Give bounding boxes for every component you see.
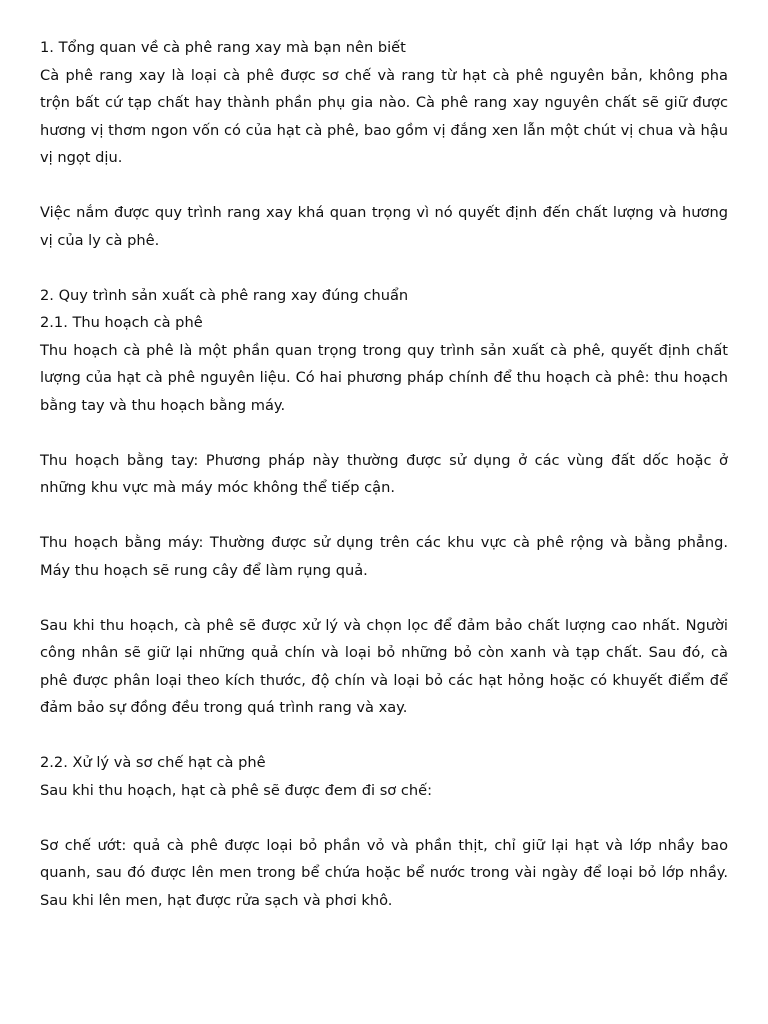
- section-heading-process: 2. Quy trình sản xuất cà phê rang xay đúng chuẩn: [40, 286, 409, 304]
- paragraph-spacer: [40, 254, 728, 282]
- paragraph-wet-processing: Sơ chế ướt: quả cà phê được loại bỏ phần vỏ và phần thịt, chỉ giữ lại hạt và lớp nhầy bao quanh, sau đó được lên men trong bể chứa hoặc bể nước trong vài ngày để loại bỏ lớp nhầy. Sau khi lên men, hạt được rửa sạch và phơi khô.: [40, 836, 728, 909]
- paragraph-machine-harvest: Thu hoạch bằng máy: Thường được sử dụng trên các khu vực cà phê rộng và bằng phẳng. Máy thu hoạch sẽ rung cây để làm rụng quả.: [40, 534, 728, 579]
- paragraph-sorting: Sau khi thu hoạch, cà phê sẽ được xử lý và chọn lọc để đảm bảo chất lượng cao nhất. Người công nhân sẽ giữ lại những quả chín và loại bỏ những bỏ còn xanh và tạp chất. Sau đó, cà phê được phân loại theo kích thước, độ chín và loại bỏ các hạt hỏng hoặc có khuyết điểm để đảm bảo sự đồng đều trong quá trình rang và xay.: [40, 616, 728, 716]
- paragraph-processing-intro: Sau khi thu hoạch, hạt cà phê sẽ được đem đi sơ chế:: [40, 781, 433, 799]
- paragraph-spacer: [40, 419, 728, 447]
- paragraph-spacer: [40, 722, 728, 750]
- paragraph-importance: Việc nắm được quy trình rang xay khá quan trọng vì nó quyết định đến chất lượng và hương vị của ly cà phê.: [40, 204, 728, 249]
- paragraph-spacer: [40, 502, 728, 530]
- paragraph-harvest-intro: Thu hoạch cà phê là một phần quan trọng trong quy trình sản xuất cà phê, quyết định chất lượng của hạt cà phê nguyên liệu. Có hai phương pháp chính để thu hoạch cà phê: thu hoạch bằng tay và thu hoạch bằng máy.: [40, 341, 728, 414]
- paragraph-spacer: [40, 172, 728, 200]
- subsection-heading-processing: 2.2. Xử lý và sơ chế hạt cà phê: [40, 754, 266, 771]
- paragraph-spacer: [40, 584, 728, 612]
- paragraph-hand-harvest: Thu hoạch bằng tay: Phương pháp này thường được sử dụng ở các vùng đất dốc hoặc ở những khu vực mà máy móc không thể tiếp cận.: [40, 451, 728, 496]
- paragraph-definition: Cà phê rang xay là loại cà phê được sơ chế và rang từ hạt cà phê nguyên bản, không pha trộn bất cứ tạp chất hay thành phần phụ gia nào. Cà phê rang xay nguyên chất sẽ giữ được hương vị thơm ngon vốn có của hạt cà phê, bao gồm vị đắng xen lẫn một chút vị chua và hậu vị ngọt dịu.: [40, 66, 728, 166]
- subsection-heading-harvest: 2.1. Thu hoạch cà phê: [40, 314, 203, 331]
- paragraph-spacer: [40, 804, 728, 832]
- section-heading-overview: 1. Tổng quan về cà phê rang xay mà bạn nên biết: [40, 39, 406, 56]
